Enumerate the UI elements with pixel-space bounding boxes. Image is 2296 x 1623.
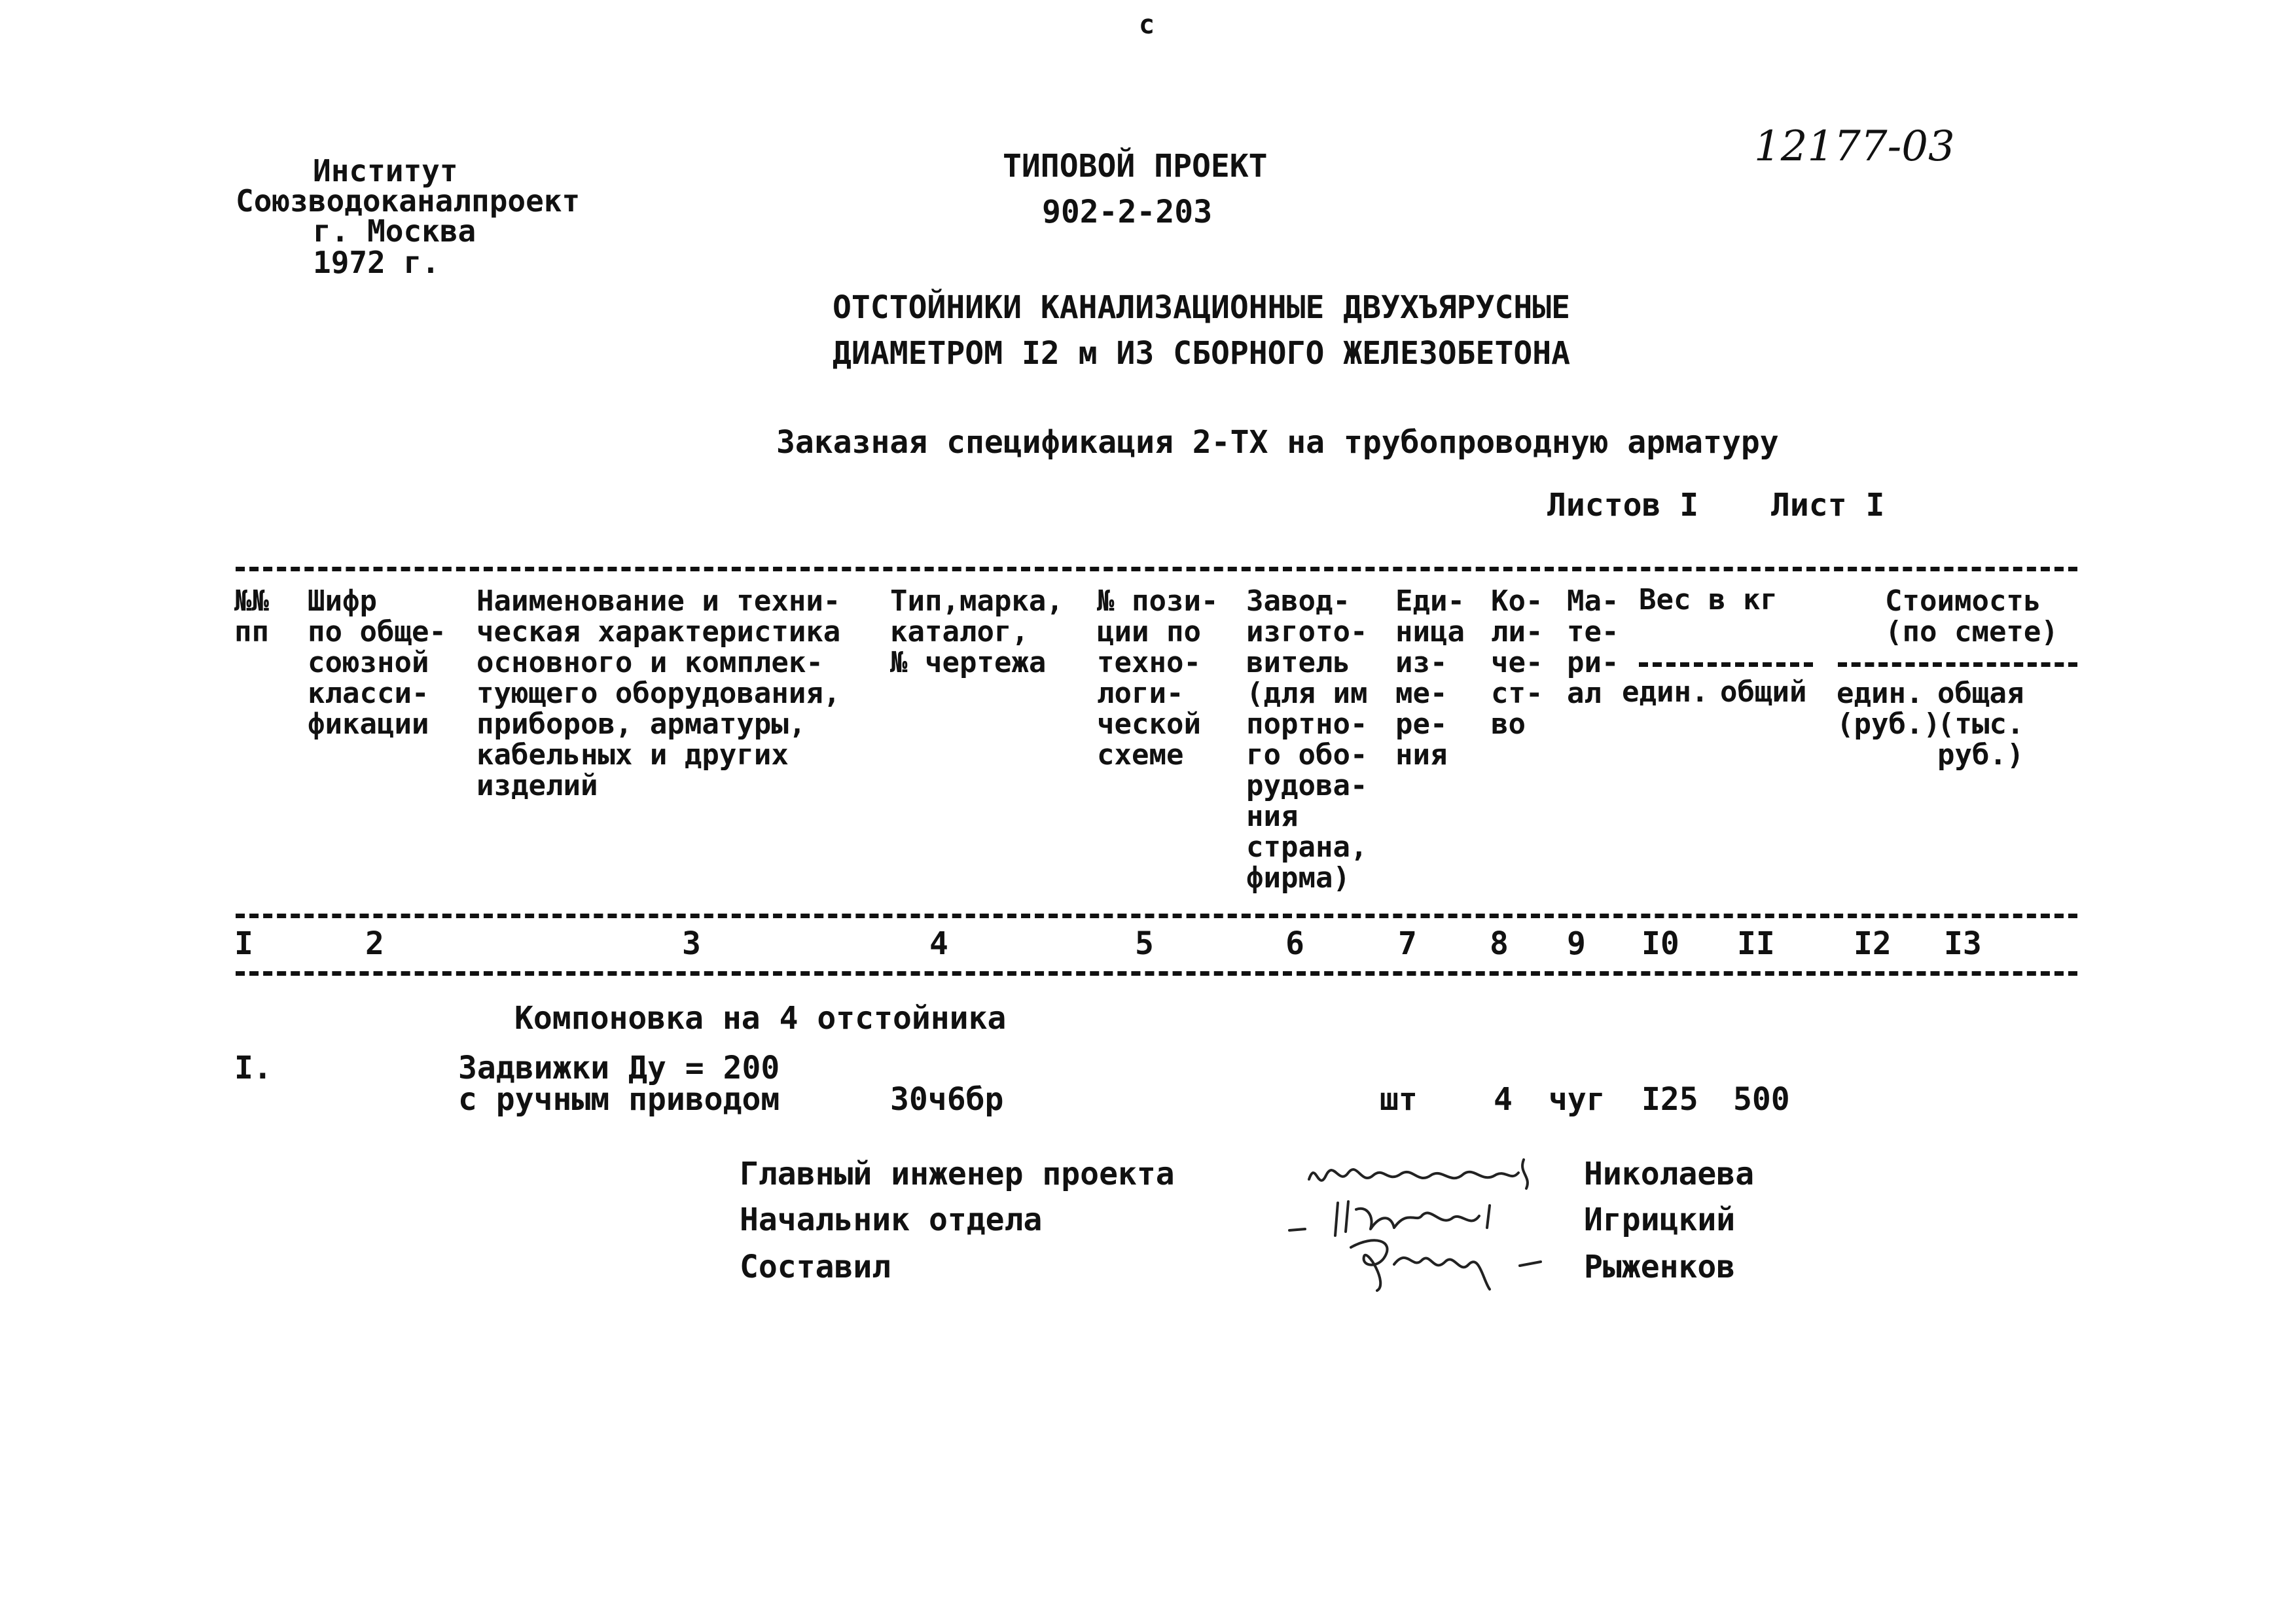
row-unit: шт	[1380, 1081, 1418, 1118]
row-quantity: 4	[1494, 1081, 1513, 1118]
header-col-12: един. (руб.)	[1837, 677, 1941, 741]
table-top-rule	[236, 567, 2077, 571]
column-number: 6	[1285, 925, 1304, 962]
header-col-13: общая (тыс. руб.)	[1937, 677, 2024, 772]
column-number: 7	[1398, 925, 1417, 962]
header-bottom-rule	[236, 914, 2077, 918]
header-col-8: Ко- ли- че- ст- во	[1491, 584, 1543, 741]
signature-role: Составил	[740, 1249, 891, 1285]
header-col-1: №№ пп	[234, 584, 269, 649]
header-col-4: Тип,марка, каталог, № чертежа	[890, 584, 1064, 679]
section-title: Компоновка на 4 отстойника	[514, 1000, 1007, 1037]
row-type: 30ч6бр	[890, 1081, 1004, 1118]
weight-group-rule	[1639, 662, 1813, 667]
header-cost-group: Стоимость (по смете)	[1885, 584, 2058, 649]
column-number: 2	[365, 925, 384, 962]
row-weight-unit: I25	[1641, 1081, 1698, 1118]
document-title-line1: ОТСТОЙНИКИ КАНАЛИЗАЦИОННЫЕ ДВУХЪЯРУСНЫЕ	[833, 289, 1571, 326]
header-col-5: № пози- ции по техно- логи- ческой схеме	[1097, 584, 1219, 772]
header-weight-group: Вес в кг	[1639, 583, 1778, 616]
signature-name: Николаева	[1584, 1156, 1755, 1192]
handwritten-signature-3	[1335, 1228, 1571, 1300]
row-name-line1: Задвижки Ду = 200	[458, 1050, 780, 1086]
column-numbers-rule	[236, 971, 2077, 976]
column-number: 5	[1135, 925, 1154, 962]
column-number: II	[1737, 925, 1775, 962]
header-col-9: Ма- те- ри- ал	[1567, 584, 1619, 710]
signature-role: Начальник отдела	[740, 1202, 1043, 1238]
row-number: I.	[234, 1050, 272, 1086]
column-number: I2	[1854, 925, 1892, 962]
sheet-current: Лист I	[1771, 487, 1885, 524]
column-number: I	[234, 925, 253, 962]
signature-role: Главный инженер проекта	[740, 1156, 1175, 1192]
institute-name: Союзводоканалпроект	[236, 183, 581, 219]
document-code: 12177-03	[1754, 122, 1955, 171]
cost-group-rule	[1838, 662, 2077, 667]
column-number: 3	[682, 925, 701, 962]
signature-name: Рыженков	[1584, 1249, 1736, 1285]
document-subtitle: Заказная спецификация 2-ТХ на трубопроводную арматуру	[776, 424, 1779, 461]
institute-year: 1972 г.	[313, 245, 440, 280]
header-col-3: Наименование и техни- ческая характеристика основного и комплек- тующего оборудования, приборов, арматуры, кабельных и других изделий	[476, 584, 841, 802]
row-name-line2: с ручным приводом	[458, 1081, 780, 1118]
column-number: 9	[1567, 925, 1586, 962]
column-number: I3	[1944, 925, 1982, 962]
column-number: I0	[1641, 925, 1679, 962]
institute-label: Институт	[313, 153, 458, 188]
project-label: ТИПОВОЙ ПРОЕКТ	[1003, 148, 1268, 185]
column-number: 4	[929, 925, 948, 962]
header-col-11: общий	[1720, 675, 1807, 709]
header-col-2: Шифр по обще- союзной класси- фикации	[308, 584, 446, 741]
header-col-6: Завод- изгото- витель (для им портно- го обо- рудова- ния страна, фирма)	[1246, 584, 1368, 895]
signature-name: Игрицкий	[1584, 1202, 1736, 1238]
header-col-7: Еди- ница из- ме- ре- ния	[1395, 584, 1465, 772]
sheets-total: Листов I	[1547, 487, 1699, 524]
document-title-line2: ДИАМЕТРОМ I2 м ИЗ СБОРНОГО ЖЕЛЕЗОБЕТОНА	[833, 335, 1571, 372]
page-mark: с	[1139, 10, 1155, 40]
project-number: 902-2-203	[1042, 194, 1213, 230]
header-col-10: един.	[1622, 675, 1709, 709]
column-number: 8	[1490, 925, 1509, 962]
row-material: чуг	[1549, 1081, 1605, 1118]
institute-city: г. Москва	[313, 213, 476, 249]
row-weight-total: 500	[1733, 1081, 1790, 1118]
